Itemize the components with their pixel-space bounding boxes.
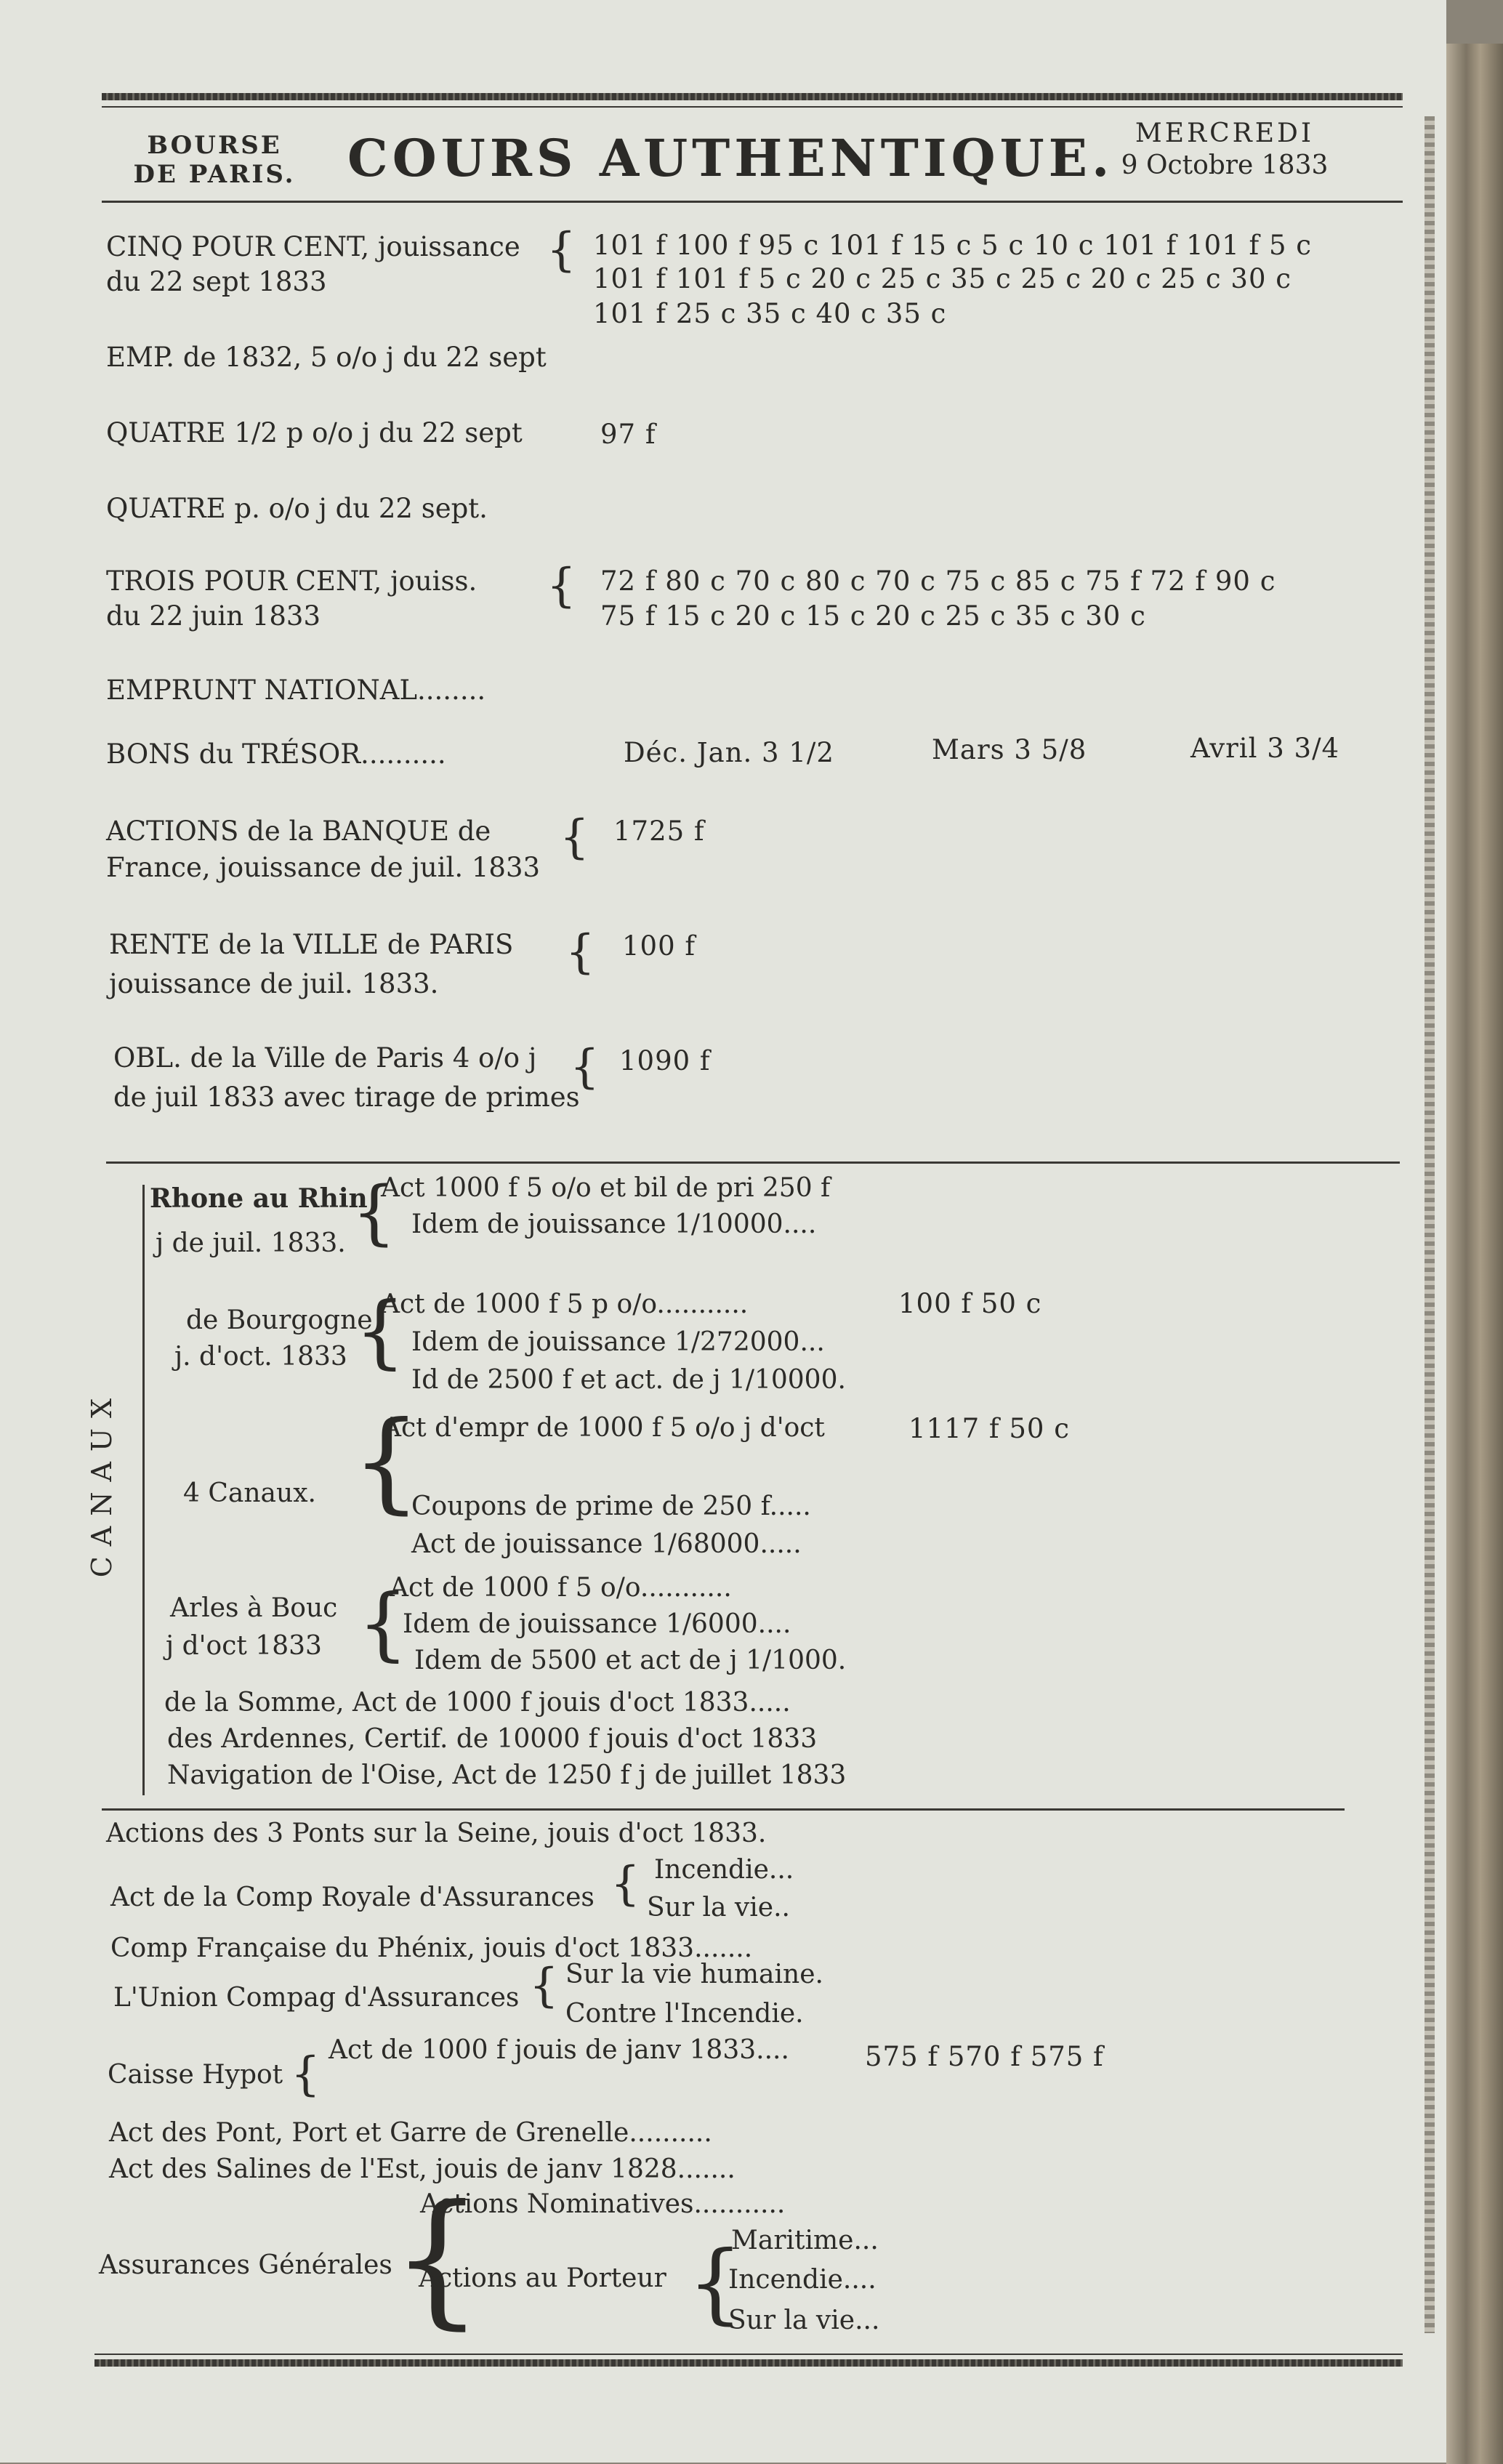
quatre-canaux-value: 1117 f 50 c (908, 1413, 1070, 1444)
ville-label-2: jouissance de juil. 1833. (109, 968, 439, 999)
somme-line: de la Somme, Act de 1000 f jouis d'oct 1833..... (164, 1688, 791, 1718)
rhone-name-1: Rhone au Rhin (150, 1183, 368, 1214)
header-left (116, 131, 313, 189)
quatre-canaux-line-1: Act d'empr de 1000 f 5 o/o j d'oct (382, 1413, 825, 1443)
oise-line: Navigation de l'Oise, Act de 1250 f j de juillet 1833 (167, 1760, 847, 1790)
bourgogne-line-1: Act de 1000 f 5 p o/o........... (381, 1289, 749, 1319)
canaux-vertical-label: CANAUX (86, 1388, 118, 1578)
arles-line-1: Act de 1000 f 5 o/o........... (390, 1573, 732, 1603)
cinq-label-1: CINQ POUR CENT, jouissance (106, 231, 520, 262)
bons-label: BONS du TRÉSOR.......... (106, 738, 446, 770)
header-rule (102, 201, 1403, 203)
bons-avril: Avril 3 3/4 (1190, 733, 1340, 764)
cinq-brace: { (547, 223, 576, 277)
header-date-line: 9 Octobre 1833 (1121, 150, 1329, 180)
banque-label-2: France, jouissance de juil. 1833 (106, 852, 541, 883)
bons-dec: Déc. Jan. 3 1/2 (624, 737, 834, 768)
assurances-brace: { (391, 2174, 484, 2343)
banque-brace: { (560, 810, 589, 864)
union-brace: { (529, 1959, 559, 2013)
header-left-line2: DE PARIS. (133, 160, 296, 189)
bottom-rule-thin (94, 2354, 1403, 2355)
header-left-line1: BOURSE (147, 131, 282, 160)
bottom-rule (94, 2359, 1403, 2367)
caisse-brace: { (291, 2048, 321, 2101)
obl-value: 1090 f (619, 1045, 711, 1076)
emprunt-label: EMPRUNT NATIONAL........ (106, 675, 486, 706)
bourgogne-name-1: de Bourgogne (186, 1305, 373, 1335)
union-line-1: Sur la vie humaine. (565, 1960, 823, 1989)
royale-name: Act de la Comp Royale d'Assurances (110, 1883, 595, 1912)
quatre-demi-value: 97 f (600, 419, 656, 450)
royale-brace: { (611, 1857, 640, 1911)
binding-stitch (1425, 116, 1435, 2333)
banque-value: 1725 f (613, 816, 705, 847)
bourgogne-line-3: Id de 2500 f et act. de j 1/10000. (411, 1365, 846, 1395)
quatre-canaux-line-3: Act de jouissance 1/68000..... (411, 1529, 802, 1559)
quatre-canaux-brace: { (352, 1398, 422, 1525)
phenix-line: Comp Française du Phénix, jouis d'oct 1833....... (110, 1933, 753, 1963)
ardennes-line: des Ardennes, Certif. de 10000 f jouis d'oct 1833 (167, 1724, 818, 1754)
top-rule (102, 93, 1403, 100)
banque-label-1: ACTIONS de la BANQUE de (106, 816, 491, 847)
caisse-value: 575 f 570 f 575 f (865, 2041, 1104, 2072)
quatre-canaux-line-2: Coupons de prime de 250 f..... (411, 1491, 811, 1521)
canaux-bracket-line (142, 1185, 145, 1795)
divers-rule (102, 1808, 1345, 1811)
assurances-porteur: Actions au Porteur (419, 2263, 666, 2293)
union-name: L'Union Compag d'Assurances (113, 1983, 520, 2013)
header-date (1105, 118, 1345, 182)
ville-brace: { (565, 925, 595, 979)
arles-line-3: Idem de 5500 et act de j 1/1000. (414, 1646, 847, 1675)
bourgogne-name-2: j. d'oct. 1833 (174, 1342, 347, 1372)
top-rule-thin (102, 106, 1403, 108)
cinq-values-3: 101 f 25 c 35 c 40 c 35 c (593, 298, 947, 329)
rhone-line-1: Act 1000 f 5 o/o et bil de pri 250 f (381, 1173, 831, 1203)
obl-label-2: de juil 1833 avec tirage de primes (113, 1082, 580, 1113)
porteur-incendie: Incendie.... (728, 2265, 877, 2295)
obl-label-1: OBL. de la Ville de Paris 4 o/o j (113, 1042, 537, 1074)
header-weekday: MERCREDI (1135, 118, 1315, 148)
ville-value: 100 f (622, 930, 696, 962)
canaux-rule (106, 1161, 1400, 1164)
porteur-vie: Sur la vie... (728, 2306, 880, 2335)
bourgogne-brace: { (355, 1284, 406, 1377)
quatre-canaux-name: 4 Canaux. (183, 1478, 316, 1508)
arles-name-2: j d'oct 1833 (166, 1631, 322, 1661)
quatre-demi-label: QUATRE 1/2 p o/o j du 22 sept (106, 417, 523, 448)
rhone-brace: { (352, 1172, 397, 1253)
ponts-line: Actions des 3 Ponts sur la Seine, jouis d'oct 1833. (106, 1819, 767, 1848)
quatre-label: QUATRE p. o/o j du 22 sept. (106, 493, 488, 524)
trois-label-1: TROIS POUR CENT, jouiss. (106, 565, 478, 597)
royale-line-2: Sur la vie.. (647, 1893, 790, 1923)
cinq-values-1: 101 f 100 f 95 c 101 f 15 c 5 c 10 c 101 f 101 f 5 c (593, 230, 1312, 261)
porteur-maritime: Maritime... (731, 2226, 879, 2255)
bourgogne-line-2: Idem de jouissance 1/272000... (411, 1327, 825, 1357)
page-edge (1446, 44, 1503, 2464)
trois-values-1: 72 f 80 c 70 c 80 c 70 c 75 c 85 c 75 f 72 f 90 c (600, 565, 1276, 597)
arles-line-2: Idem de jouissance 1/6000.... (403, 1609, 791, 1639)
arles-brace: { (358, 1577, 408, 1670)
bourgogne-value: 100 f 50 c (898, 1288, 1042, 1319)
rhone-name-2: j de juil. 1833. (156, 1228, 346, 1258)
page-title: COURS AUTHENTIQUE. (347, 128, 1114, 188)
rhone-line-2: Idem de jouissance 1/10000.... (411, 1209, 817, 1239)
obl-brace: { (570, 1040, 600, 1094)
assurances-nominatives: Actions Nominatives........... (420, 2189, 786, 2219)
caisse-line-1: Act de 1000 f jouis de janv 1833.... (329, 2035, 789, 2065)
royale-line-1: Incendie... (654, 1855, 794, 1885)
bons-mars: Mars 3 5/8 (932, 734, 1087, 765)
grenelle-line: Act des Pont, Port et Garre de Grenelle.......... (109, 2118, 712, 2148)
trois-label-2: du 22 juin 1833 (106, 600, 321, 632)
emp-label: EMP. de 1832, 5 o/o j du 22 sept (106, 342, 547, 373)
salines-line: Act des Salines de l'Est, jouis de janv 1828....... (109, 2154, 736, 2184)
porteur-brace: { (688, 2233, 744, 2334)
trois-brace: { (547, 559, 576, 613)
cinq-values-2: 101 f 101 f 5 c 20 c 25 c 35 c 25 c 20 c 25 c 30 c (593, 263, 1292, 294)
trois-values-2: 75 f 15 c 20 c 15 c 20 c 25 c 35 c 30 c (600, 600, 1146, 632)
assurances-name: Assurances Générales (99, 2250, 392, 2280)
ville-label-1: RENTE de la VILLE de PARIS (109, 929, 514, 960)
union-line-2: Contre l'Incendie. (565, 1999, 804, 2029)
arles-name-1: Arles à Bouc (170, 1593, 338, 1623)
caisse-name: Caisse Hypot (108, 2060, 283, 2090)
cinq-label-2: du 22 sept 1833 (106, 266, 327, 297)
